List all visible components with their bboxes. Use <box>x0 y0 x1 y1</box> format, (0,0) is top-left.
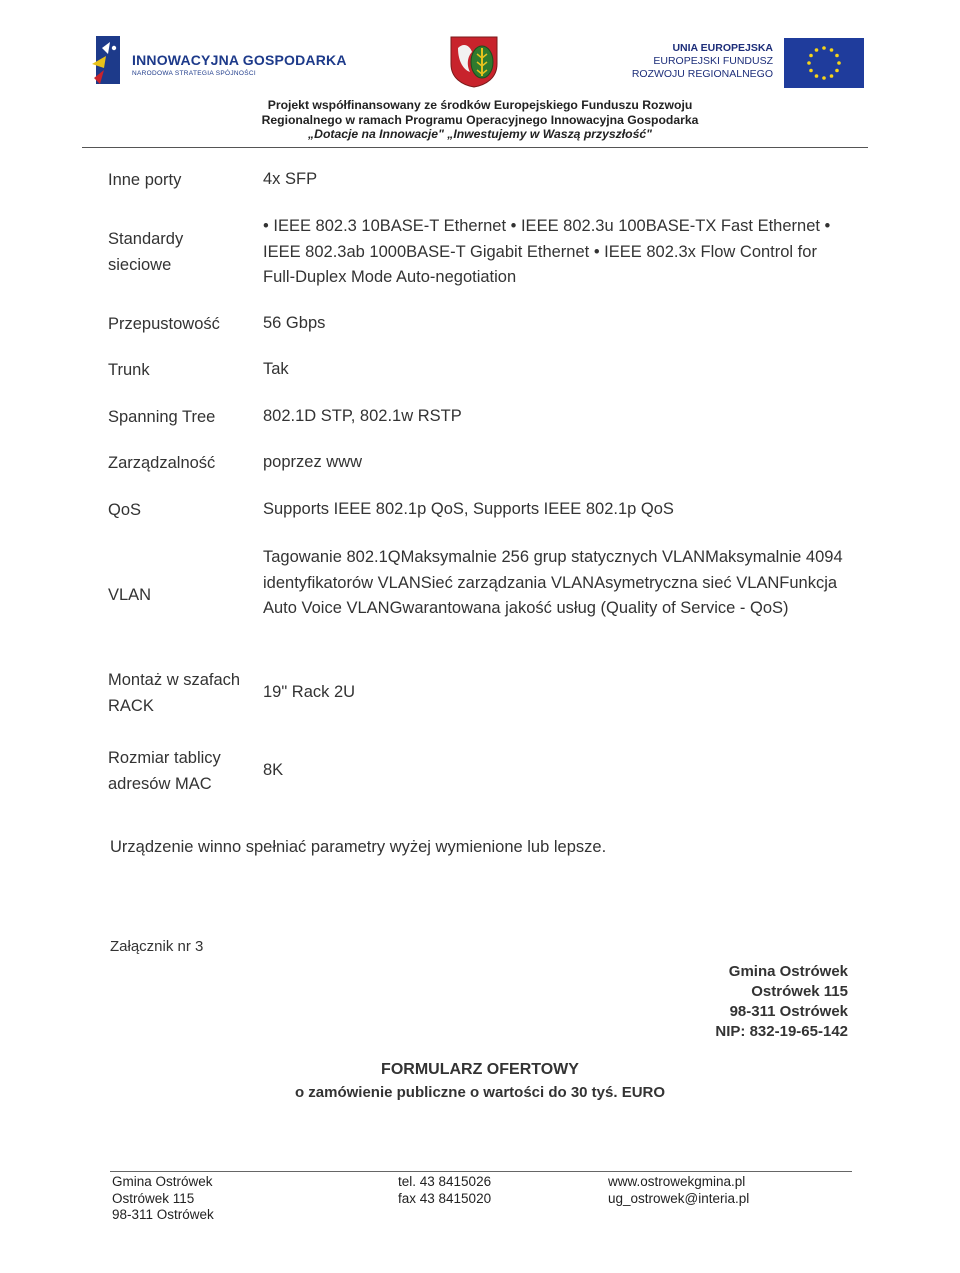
address-nip: NIP: 832-19-65-142 <box>715 1023 848 1040</box>
form-title: FORMULARZ OFERTOWY <box>381 1061 579 1078</box>
spec-label: Trunk <box>108 361 150 379</box>
footer-line: Ostrówek 115 <box>112 1190 195 1206</box>
footer-fax: fax 43 8415020 <box>398 1190 492 1206</box>
spec-value: 19" Rack 2U <box>263 683 356 701</box>
spec-value: • IEEE 802.3 10BASE-T Ethernet • IEEE 802.3u 100BASE-TX Fast Ethernet • IEEE 802.3ab 1000BASE-T Gigabit Ethernet • IEEE 802.3x Flow Control for Full-Duplex Mode Auto-negotiation <box>263 217 831 286</box>
project-line2: Regionalnego w ramach Programu Operacyjnego Innowacyjna Gospodarka <box>261 112 699 127</box>
spec-label: Przepustowość <box>108 315 220 333</box>
eu-star-icon <box>815 74 819 78</box>
eu-star-icon <box>835 69 839 73</box>
eu-fund-text <box>632 42 773 81</box>
spec-value: 4x SFP <box>263 170 318 188</box>
eu-star-icon <box>815 48 819 52</box>
requirement-note: Urządzenie winno spełniać parametry wyżej wymienione lub lepsze. <box>110 838 607 856</box>
eu-star-icon <box>807 61 811 65</box>
footer-line: Gmina Ostrówek <box>112 1174 213 1189</box>
footer-line: 98-311 Ostrówek <box>112 1207 214 1222</box>
attachment-label: Załącznik nr 3 <box>110 938 204 955</box>
project-line1: Projekt współfinansowany ze środków Europejskiego Funduszu Rozwoju <box>267 98 693 112</box>
eu-star-icon <box>837 61 841 65</box>
spec-label: Standardy sieciowe <box>108 230 184 274</box>
spec-label: Rozmiar tablicy adresów MAC <box>108 749 221 793</box>
eu-star-icon <box>809 69 813 73</box>
eu-flag-icon <box>784 38 864 88</box>
ig-logo-icon <box>92 34 124 86</box>
spec-label: QoS <box>108 501 142 519</box>
footer-contact <box>608 1174 749 1207</box>
address-line3: 98-311 Ostrówek <box>729 1003 848 1020</box>
spec-label: Zarządzalność <box>108 454 216 472</box>
footer-email-link[interactable]: ug_ostrowek@interia.pl <box>608 1190 750 1206</box>
eu-line3: ROZWOJU REGIONALNEGO <box>631 68 773 80</box>
eu-star-icon <box>835 54 839 58</box>
spec-label: Spanning Tree <box>108 408 216 426</box>
spec-value: 802.1D STP, 802.1w RSTP <box>263 407 462 425</box>
spec-label: VLAN <box>108 586 152 604</box>
address-line2: Ostrówek 115 <box>751 983 848 1000</box>
spec-value: poprzez www <box>263 453 363 471</box>
spec-label: Montaż w szafach RACK <box>108 671 241 715</box>
logo-subtitle: NARODOWA STRATEGIA SPÓJNOŚCI <box>132 70 256 77</box>
project-statement <box>150 98 810 142</box>
innowacyjna-gospodarka-logo <box>92 34 352 90</box>
spec-value: Tak <box>263 360 289 378</box>
eu-star-icon <box>830 74 834 78</box>
spec-label: Inne porty <box>108 171 182 189</box>
form-subtitle: o zamówienie publiczne o wartości do 30 tyś. EURO <box>294 1084 666 1101</box>
spec-value: Supports IEEE 802.1p QoS, Supports IEEE 802.1p QoS <box>263 500 674 518</box>
footer-phone <box>398 1174 491 1207</box>
footer-tel: tel. 43 8415026 <box>398 1174 492 1189</box>
header-divider <box>82 147 868 148</box>
footer-address <box>112 1174 214 1224</box>
coat-of-arms-icon <box>448 34 500 88</box>
spec-value: 56 Gbps <box>263 314 326 332</box>
spec-value: Tagowanie 802.1QMaksymalnie 256 grup statycznych VLANMaksymalnie 4094 identyfikatorów VLANSieć zarządzania VLANAsymetryczna sieć VLANFunkcja Auto Voice VLANGwarantowana jakość usług (Quality of Service - QoS) <box>263 548 843 617</box>
footer-website-link[interactable]: www.ostrowekgmina.pl <box>608 1174 746 1189</box>
eu-star-icon <box>822 46 826 50</box>
eu-line2: EUROPEJSKI FUNDUSZ <box>653 55 773 67</box>
recipient-address <box>715 962 848 1042</box>
eu-star-icon <box>830 48 834 52</box>
spec-value: 8K <box>263 761 284 779</box>
footer-divider <box>110 1171 852 1172</box>
eu-star-icon <box>809 54 813 58</box>
address-line1: Gmina Ostrówek <box>728 963 848 980</box>
eu-line1: UNIA EUROPEJSKA <box>672 42 773 54</box>
eu-star-icon <box>822 76 826 80</box>
logo-name: INNOWACYJNA GOSPODARKA <box>132 52 347 68</box>
project-slogan: „Dotacje na Innowacje" „Inwestujemy w Waszą przyszłość" <box>308 127 652 141</box>
